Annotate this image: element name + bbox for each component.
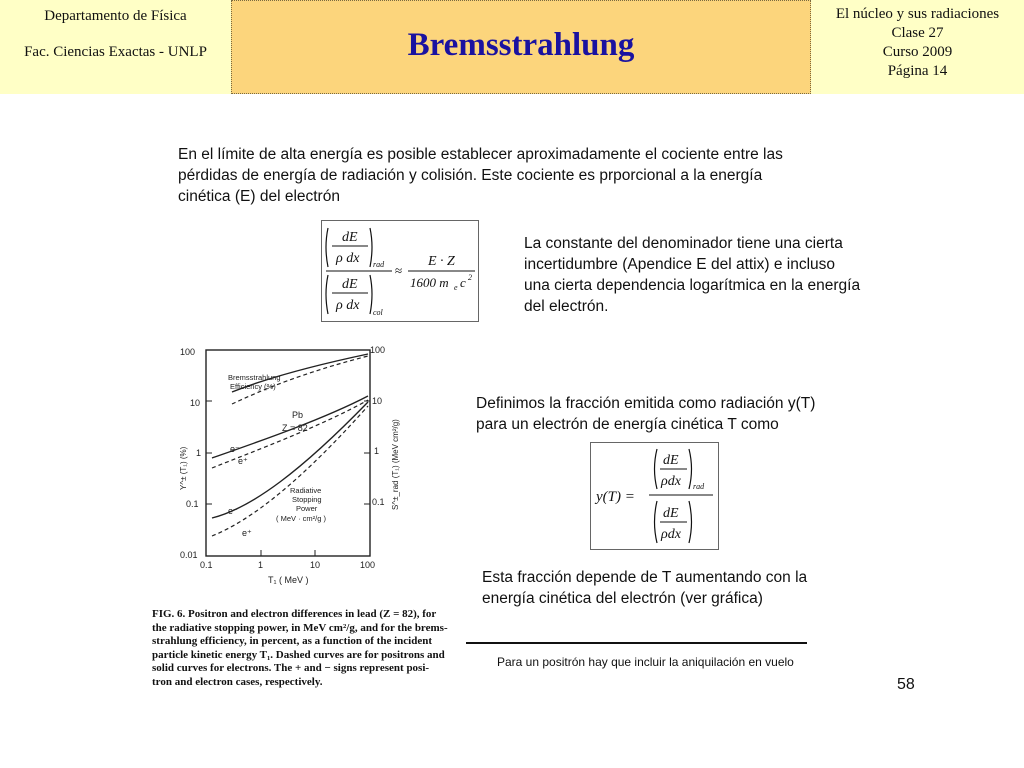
den-dE: dE (663, 506, 679, 521)
rhs-c: c (460, 275, 466, 290)
dependence-text (482, 567, 807, 609)
material-label: Pb (292, 410, 304, 420)
left-tick: 100 (180, 347, 196, 357)
fraction-formula (591, 443, 718, 549)
x-tick: 10 (310, 560, 321, 570)
note-line: La constante del denominador tiene una cierta (524, 235, 843, 252)
rhs-numerator: E · Z (428, 254, 455, 269)
dependence-line: Esta fracción depende de T aumentando con la (482, 569, 808, 586)
lhs-y-of-T: y(T) = (596, 489, 635, 505)
dependence-line: energía cinética del electrón (ver gráfica) (482, 590, 763, 607)
caption-line: strahlung efficiency, in percent, as a function of the incident (152, 635, 432, 647)
electron-label: e⁻ (228, 506, 238, 516)
page-title: Bremsstrahlung (407, 27, 635, 63)
note-line: incertidumbre (Apendice E del attix) e incluso (524, 256, 836, 273)
stopping-label: Stopping (292, 495, 322, 504)
intro-line: En el límite de alta energía es posible establecer aproximadamente el cociente entre las (178, 146, 783, 163)
sub-col: col (373, 308, 383, 317)
ratio-formula-box (321, 220, 479, 322)
figure-caption (152, 608, 452, 689)
stopping-label: ( MeV · cm²/g ) (276, 514, 326, 523)
intro-line: pérdidas de energía de radiación y colisión. Este cociente es prporcional a la energía (178, 167, 763, 184)
brem-label: Bremsstrahlung (228, 373, 281, 382)
left-tick: 0.01 (180, 550, 198, 560)
left-tick: 10 (190, 398, 201, 408)
definition-text (476, 393, 815, 435)
num-rho-dx: ρdx (661, 474, 681, 489)
department-label: Departamento de Física (44, 8, 187, 24)
header-right (811, 0, 1024, 94)
right-tick: 100 (370, 345, 386, 355)
class-number: Clase 27 (891, 25, 944, 41)
course-topic: El núcleo y sus radiaciones (835, 6, 1000, 22)
caption-line: the radiative stopping power, in MeV cm²/g, and for the brems- (152, 621, 448, 634)
ratio-formula (322, 221, 478, 321)
faculty-label: Fac. Ciencias Exactas - UNLP (24, 44, 207, 60)
num-rho-dx: ρ dx (336, 251, 360, 266)
stopping-label: Radiative (290, 486, 322, 495)
definition-line: Definimos la fracción emitida como radiación y(T) (476, 395, 816, 412)
x-tick: 100 (360, 560, 376, 570)
constant-note (524, 233, 860, 317)
x-tick: 0.1 (200, 560, 213, 570)
fraction-formula-box (590, 442, 719, 550)
intro-line: cinética (E) del electrón (178, 188, 340, 205)
stopping-label: Power (296, 504, 318, 513)
positron-label: e⁺ (238, 456, 248, 466)
note-line: una cierta dependencia logarítmica en la energía (524, 277, 861, 294)
header-title-box (231, 0, 811, 94)
electron-label: e⁻ (230, 444, 240, 454)
rhs-denominator: 1600 m (410, 275, 449, 290)
course-year: Curso 2009 (882, 44, 953, 60)
caption-line: tron and electron cases, respectively. (152, 675, 323, 688)
left-tick: 1 (196, 448, 202, 458)
slide-number: 58 (897, 676, 915, 693)
material-label: Z = 82 (282, 423, 308, 433)
num-dE: dE (342, 230, 358, 245)
right-tick: 1 (374, 446, 380, 456)
intro-paragraph (178, 144, 783, 207)
approx-sign: ≈ (395, 263, 403, 278)
positron-label: e⁺ (242, 528, 252, 538)
den-rho-dx: ρ dx (336, 298, 360, 313)
note-line: del electrón. (524, 298, 609, 315)
brem-label: Efficiency (%) (230, 382, 276, 391)
x-tick: 1 (258, 560, 264, 570)
x-axis-label: T₁ ( MeV ) (268, 575, 309, 585)
caption-line: solid curves for electrons. The + and − signs represent posi- (152, 662, 430, 674)
page-label: Página 14 (887, 63, 948, 79)
right-tick: 0.1 (372, 497, 385, 507)
y-axis-right-label: S^±_rad (T₁) (MeV cm²/g) (391, 419, 400, 510)
den-rho-dx: ρdx (661, 527, 681, 542)
right-tick: 10 (372, 396, 383, 406)
caption-line: FIG. 6. Positron and electron differences in lead (Z = 82), for (152, 608, 437, 620)
footnote-separator (466, 642, 807, 644)
definition-line: para un electrón de energía cinética T como (476, 416, 779, 433)
sub-rad: rad (373, 260, 385, 269)
caption-line: particle kinetic energy T₁. Dashed curves are for positrons and (152, 648, 445, 661)
den-dE: dE (342, 277, 358, 292)
sub-rad: rad (693, 482, 705, 491)
rhs-sub-e: e (454, 283, 458, 292)
num-dE: dE (663, 453, 679, 468)
y-axis-left-label: Y^± (T₁) (%) (179, 446, 188, 490)
footnote: Para un positrón hay que incluir la aniquilación en vuelo (497, 655, 794, 669)
rhs-exp: 2 (468, 273, 472, 282)
bremsstrahlung-graph (172, 340, 408, 590)
header-left (0, 0, 231, 94)
left-tick: 0.1 (186, 499, 199, 509)
